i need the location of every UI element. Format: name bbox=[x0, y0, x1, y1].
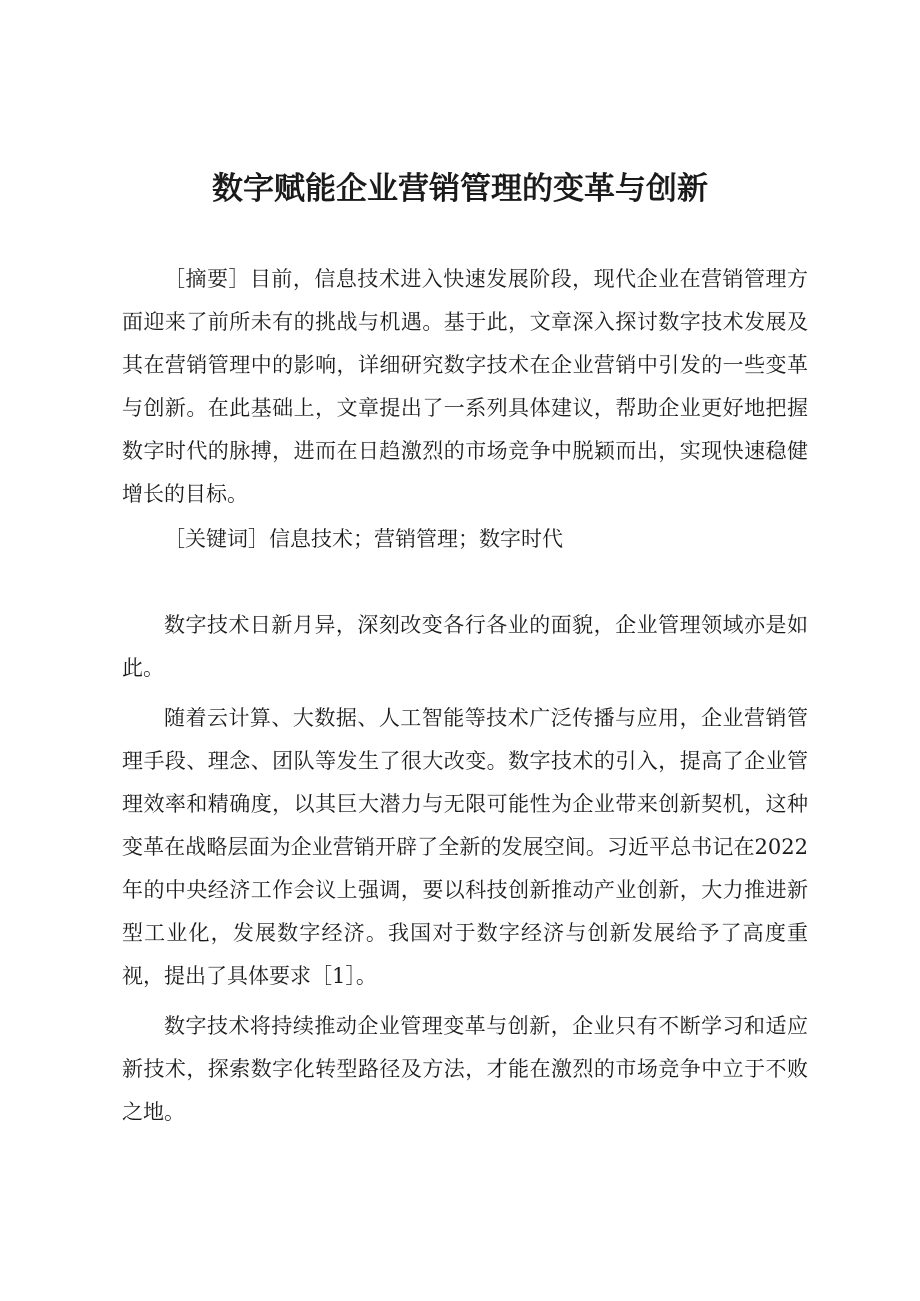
document-body bbox=[122, 258, 808, 1134]
body-paragraph: 数字技术将持续推动企业管理变革与创新，企业只有不断学习和适应新技术，探索数字化转型路径及方法，才能在激烈的市场竞争中立于不败之地。 bbox=[122, 1014, 808, 1124]
document-title: 数字赋能企业营销管理的变革与创新 bbox=[212, 171, 708, 207]
keywords-text: 信息技术；营销管理；数字时代 bbox=[269, 527, 563, 551]
keywords-paragraph bbox=[122, 518, 808, 561]
abstract-paragraph bbox=[122, 258, 808, 516]
body-paragraph: 数字技术日新月异，深刻改变各行各业的面貌，企业管理领域亦是如此。 bbox=[122, 613, 808, 680]
abstract-text: 目前，信息技术进入快速发展阶段，现代企业在营销管理方面迎来了前所未有的挑战与机遇。基于此，文章深入探讨数字技术发展及其在营销管理中的影响，详细研究数字技术在企业营销中引发的一些变革与创新。在此基础上，文章提出了一系列具体建议，帮助企业更好地把握数字时代的脉搏，进而在日趋激烈的市场竞争中脱颖而出，实现快速稳健增长的目标。 bbox=[122, 267, 809, 506]
keywords-label: ［关键词］ bbox=[164, 527, 269, 551]
abstract-label: ［摘要］ bbox=[164, 267, 250, 291]
body-paragraph: 随着云计算、大数据、人工智能等技术广泛传播与应用，企业营销管理手段、理念、团队等发生了很大改变。数字技术的引入，提高了企业管理效率和精确度，以其巨大潜力与无限可能性为企业带来创新契机，这种变革在战略层面为企业营销开辟了全新的发展空间。习近平总书记在2022年的中央经济工作会议上强调，要以科技创新推动产业创新，大力推进新型工业化，发展数字经济。我国对于数字经济与创新发展给予了高度重视，提出了具体要求［1］。 bbox=[122, 706, 808, 988]
